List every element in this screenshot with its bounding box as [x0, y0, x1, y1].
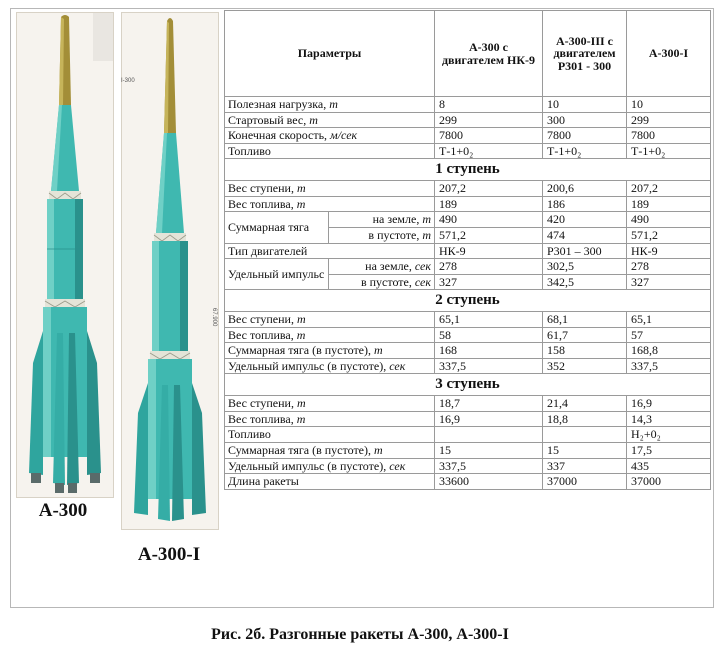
cell-col1: 168 [435, 343, 543, 359]
cell-col3: 168,8 [627, 343, 711, 359]
row-label: Удельный импульс (в пустоте), [228, 458, 387, 473]
cell-col2: 37000 [543, 474, 627, 490]
table-row [225, 143, 711, 159]
table-row [225, 458, 711, 474]
row-label: Суммарная тяга (в пустоте), [228, 343, 372, 358]
row-label: Тип двигателей [228, 243, 308, 258]
cell-col1: 571,2 [435, 227, 543, 243]
row-unit: т [422, 227, 431, 242]
cell-col3: 14,3 [627, 411, 711, 427]
cell-col1: НК-9 [435, 243, 543, 259]
cell-col1: 16,9 [435, 411, 543, 427]
table-row [225, 427, 711, 443]
rocket-a300-column [12, 10, 114, 606]
row-unit: т [422, 212, 431, 227]
cell-col2: 420 [543, 212, 627, 228]
table-header-row [225, 11, 711, 97]
cell-col2: 61,7 [543, 327, 627, 343]
row-label: Вес топлива, [228, 327, 294, 342]
cell-col1: 33600 [435, 474, 543, 490]
rocket-a300-booster-right [87, 331, 101, 475]
row-unit: т [374, 343, 383, 358]
cell-col3: 278 [627, 259, 711, 275]
table-row [225, 112, 711, 128]
spec-table [224, 10, 711, 490]
cell-col3: 17,5 [627, 442, 711, 458]
cell-col1: 337,5 [435, 358, 543, 374]
cell-col3: 189 [627, 196, 711, 212]
cell-col2: 200,6 [543, 181, 627, 197]
section-row-stage2 [225, 290, 711, 312]
rocket-a300i-booster-left [134, 383, 148, 515]
cell-col1: 58 [435, 327, 543, 343]
cell-col1: 327 [435, 274, 543, 290]
section-title-stage1: 1 ступень [225, 159, 711, 181]
rocket-a300-interstage-bottom [45, 299, 85, 307]
cell-col2: 474 [543, 227, 627, 243]
cell-col3: 299 [627, 112, 711, 128]
row-unit: сек [414, 259, 431, 274]
cell-col3: 337,5 [627, 358, 711, 374]
cell-col3: 37000 [627, 474, 711, 490]
cell-col2: Р301 – 300 [543, 243, 627, 259]
table-row [225, 312, 711, 328]
cell-col1 [435, 427, 543, 443]
cell-col2: 18,8 [543, 411, 627, 427]
rocket-a300i-interstage-top [154, 233, 186, 241]
cell-col1: 189 [435, 196, 543, 212]
rocket-a300i-column [117, 10, 221, 606]
row-label: на земле, [372, 212, 420, 227]
cell-col2: 352 [543, 358, 627, 374]
header-col3: А-300-I [627, 11, 711, 97]
row-label: Длина ракеты [228, 474, 299, 489]
rocket-a300i-image [121, 12, 219, 530]
row-label: Вес ступени, [228, 181, 294, 196]
table-row [225, 259, 711, 275]
table-row [225, 196, 711, 212]
table-row [225, 411, 711, 427]
cell-col2: 68,1 [543, 312, 627, 328]
row-label: Конечная скорость, [228, 128, 328, 143]
row-label: Суммарная тяга (в пустоте), [228, 442, 372, 457]
cell-col1: 8 [435, 97, 543, 113]
rocket-a300i-interstage-bottom [150, 351, 190, 359]
cell-col2: 337 [543, 458, 627, 474]
row-label: Полезная нагрузка, [228, 97, 327, 111]
row-unit: т [296, 196, 306, 211]
cell-col2: 15 [543, 442, 627, 458]
table-row [225, 358, 711, 374]
cell-col3: 57 [627, 327, 711, 343]
row-unit: т [296, 327, 306, 342]
group-label-isp: Удельный импульс [225, 259, 329, 290]
row-label: на земле, [365, 259, 412, 274]
cell-col3: 490 [627, 212, 711, 228]
table-row [225, 327, 711, 343]
cell-col1: 299 [435, 112, 543, 128]
cell-col2: 302,5 [543, 259, 627, 275]
row-label: Вес топлива, [228, 411, 294, 426]
section-title-stage2: 2 ступень [225, 290, 711, 312]
row-label: Удельный импульс (в пустоте), [228, 358, 387, 373]
table-row [225, 442, 711, 458]
rocket-a300-image [16, 12, 114, 498]
table-row [225, 396, 711, 412]
cell-col3: Т-1+0₂ [627, 143, 711, 159]
row-unit: м/сек [330, 128, 358, 143]
row-unit: т [296, 312, 306, 327]
row-label: в пустоте, [368, 227, 420, 242]
cell-col3: 16,9 [627, 396, 711, 412]
table-row [225, 97, 711, 113]
rocket-a300i-booster-right [192, 383, 206, 515]
row-label: Вес ступени, [228, 396, 294, 411]
cell-col2: 342,5 [543, 274, 627, 290]
section-title-stage3: 3 ступень [225, 374, 711, 396]
rocket-a300i-side-mark2: 67.900 [211, 308, 217, 327]
cell-col3: 10 [627, 97, 711, 113]
row-label: Вес ступени, [228, 312, 294, 327]
row-label: Топливо [228, 143, 271, 158]
cell-col3: 327 [627, 274, 711, 290]
figure-caption: Рис. 2б. Разгонные ракеты А-300, А-300-I [211, 626, 509, 643]
cell-col2: 7800 [543, 128, 627, 144]
rocket-a300-drawing [17, 13, 113, 497]
cell-col2: 10 [543, 97, 627, 113]
cell-col3: 207,2 [627, 181, 711, 197]
row-unit: сек [389, 458, 406, 473]
cell-col3: 435 [627, 458, 711, 474]
cell-col3: 7800 [627, 128, 711, 144]
cell-col3: Н₂+0₂ [627, 427, 711, 443]
row-unit: т [296, 411, 306, 426]
cell-col1: 207,2 [435, 181, 543, 197]
row-unit: сек [414, 274, 431, 289]
rocket-a300-booster-left [29, 331, 43, 475]
cell-col1: 18,7 [435, 396, 543, 412]
cell-col2: 21,4 [543, 396, 627, 412]
cell-col2: Т-1+0₂ [543, 143, 627, 159]
cell-col2 [543, 427, 627, 443]
rocket-a300i-drawing [122, 13, 218, 529]
row-label: Вес топлива, [228, 196, 294, 211]
header-col1: А-300 с двигателем НК-9 [435, 11, 543, 97]
table-row [225, 474, 711, 490]
rocket-a300i-side-mark: I-300 [121, 78, 135, 84]
cell-col3: 65,1 [627, 312, 711, 328]
cell-col3: НК-9 [627, 243, 711, 259]
cell-col1: 278 [435, 259, 543, 275]
cell-col1: 7800 [435, 128, 543, 144]
cell-col1: Т-1+0₂ [435, 143, 543, 159]
table-row [225, 181, 711, 197]
cell-col2: 186 [543, 196, 627, 212]
row-unit: сек [389, 358, 406, 373]
cell-col1: 490 [435, 212, 543, 228]
cell-col3: 571,2 [627, 227, 711, 243]
cell-col1: 15 [435, 442, 543, 458]
rocket-a300i-label: А-300-I [137, 544, 201, 565]
table-row [225, 212, 711, 228]
section-row-stage1 [225, 159, 711, 181]
section-row-stage3 [225, 374, 711, 396]
header-params: Параметры [225, 11, 435, 97]
row-label: в пустоте, [360, 274, 412, 289]
row-label: Топливо [228, 427, 271, 442]
row-label: Стартовый вес, [228, 112, 307, 127]
table-row [225, 343, 711, 359]
table-row [225, 243, 711, 259]
cell-col1: 337,5 [435, 458, 543, 474]
row-unit: т [309, 112, 318, 127]
cell-col2: 158 [543, 343, 627, 359]
table-row [225, 128, 711, 144]
row-unit: т [374, 442, 383, 457]
cell-col2: 300 [543, 112, 627, 128]
cell-col1: 65,1 [435, 312, 543, 328]
row-unit: т [296, 181, 306, 196]
row-unit: т [296, 396, 306, 411]
group-label-thrust: Суммарная тяга [225, 212, 329, 243]
rocket-a300-label: А-300 [38, 500, 88, 521]
row-unit: т [329, 97, 338, 111]
rocket-a300-interstage-top [49, 191, 81, 199]
header-col2: А-300-III с двигателем Р301 - 300 [543, 11, 627, 97]
